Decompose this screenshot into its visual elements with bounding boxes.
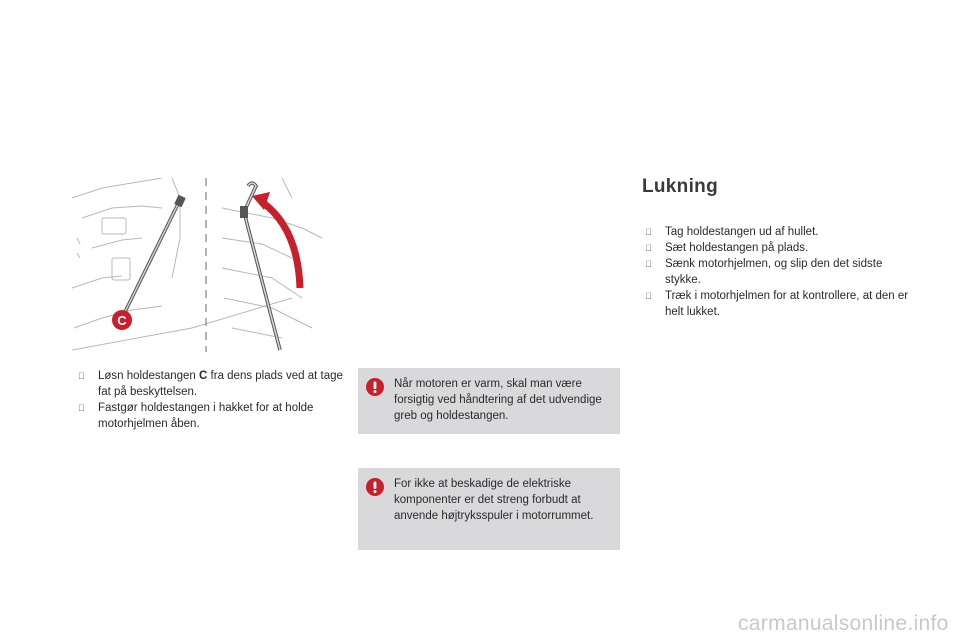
step-item (645, 288, 913, 320)
arrow-bullet-icon (78, 400, 85, 416)
arrow-bullet-icon (78, 368, 85, 384)
warning-text: For ikke at beskadige de elektriske komponenter er det streng forbudt at anvende højtryksspuler i motorrummet. (394, 478, 594, 522)
arrow-bullet-icon (645, 256, 652, 272)
step-item (78, 368, 346, 400)
step-text: Tag holdestangen ud af hullet. (665, 226, 819, 238)
step-item (78, 400, 346, 432)
step-item (645, 240, 913, 256)
step-text-after: fra dens plads ved at tage fat på beskyttelsen. (98, 370, 343, 398)
step-text-bold: C (199, 370, 208, 382)
step-text-before: Løsn holdestangen (98, 370, 200, 382)
section-title: Lukning (642, 176, 718, 197)
step-item (645, 224, 913, 240)
warning-box-hot-engine (358, 368, 620, 434)
warning-exclamation-icon (366, 478, 384, 496)
step-text: Sæt holdestangen på plads. (665, 242, 809, 254)
warning-exclamation-icon (366, 378, 384, 396)
step-text: Sænk motorhjelmen, og slip den det sidste stykke. (665, 258, 883, 286)
step-item (645, 256, 913, 288)
arrow-bullet-icon (645, 224, 652, 240)
opening-steps (78, 368, 346, 432)
step-text: Fastgør holdestangen i hakket for at holde motorhjelmen åben. (98, 402, 314, 430)
warning-text: Når motoren er varm, skal man være forsigtig ved håndtering af det udvendige greb og holdestangen. (394, 378, 602, 422)
callout-letter: C (117, 313, 127, 328)
hood-prop-rod-illustration (72, 178, 326, 352)
step-text: Træk i motorhjelmen for at kontrollere, at den er helt lukket. (665, 290, 909, 318)
watermark-text: carmanualsonline.info (738, 612, 949, 635)
warning-box-pressure-washer (358, 468, 620, 550)
closing-steps (645, 224, 913, 320)
arrow-bullet-icon (645, 288, 652, 304)
arrow-bullet-icon (645, 240, 652, 256)
